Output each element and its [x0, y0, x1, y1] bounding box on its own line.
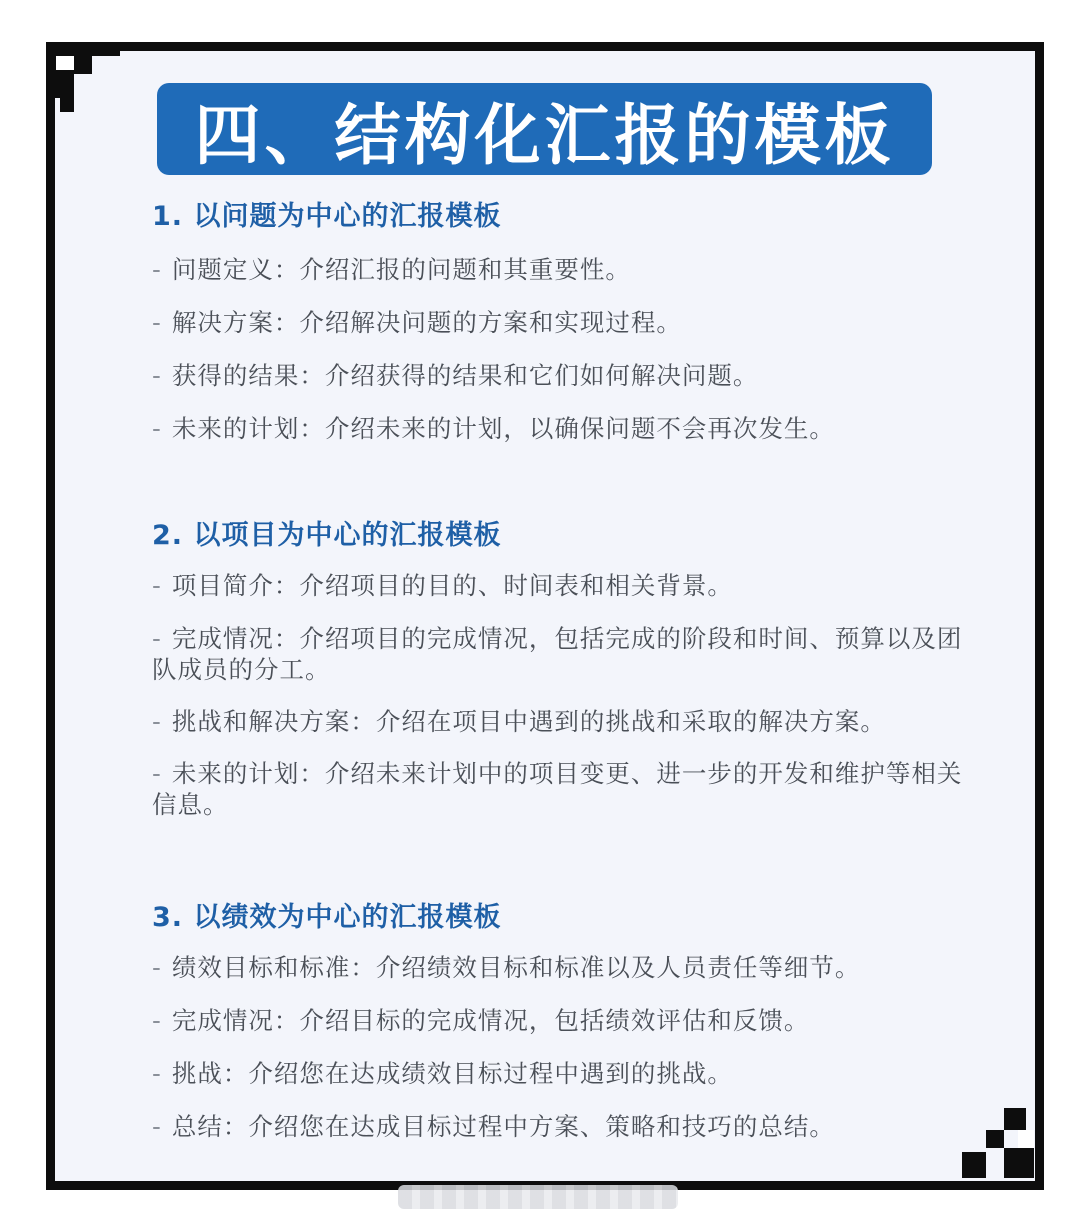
list-item-text: 解决方案：介绍解决问题的方案和实现过程。 [171, 308, 682, 337]
bullet-marker: - [152, 707, 162, 736]
bullet-marker: - [152, 361, 162, 390]
list-item [152, 413, 972, 444]
list-item-text: 绩效目标和标准：介绍绩效目标和标准以及人员责任等细节。 [171, 953, 861, 982]
watermark-blur [398, 1185, 678, 1209]
list-item-text: 总结：介绍您在达成目标过程中方案、策略和技巧的总结。 [171, 1112, 835, 1141]
list-item-text: 挑战：介绍您在达成绩效目标过程中遇到的挑战。 [171, 1059, 733, 1088]
bullet-marker: - [152, 953, 162, 982]
list-item [152, 1058, 972, 1089]
bullet-marker: - [152, 759, 162, 788]
list-item [152, 570, 972, 601]
pixel-decoration [1004, 1148, 1034, 1178]
list-item [152, 307, 972, 338]
bullet-marker: - [152, 1059, 162, 1088]
list-item [152, 1111, 972, 1142]
list-item [152, 360, 972, 391]
list-item [152, 952, 972, 983]
bullet-marker: - [152, 255, 162, 284]
list-item-text: 未来的计划：介绍未来的计划，以确保问题不会再次发生。 [171, 414, 835, 443]
pixel-decoration [46, 70, 74, 98]
section-heading: 1. 以问题为中心的汇报模板 [152, 201, 502, 232]
list-item-text: 项目简介：介绍项目的目的、时间表和相关背景。 [171, 571, 733, 600]
pixel-decoration [1018, 1130, 1034, 1148]
section-project [152, 513, 972, 820]
section-problem [152, 194, 972, 444]
pixel-decoration [962, 1152, 986, 1178]
list-item-text: 未来的计划：介绍未来计划中的项目变更、进一步的开发和维护等相关信息。 [152, 759, 963, 819]
list-item [152, 706, 972, 737]
list-item [152, 254, 972, 285]
section-heading: 3. 以绩效为中心的汇报模板 [152, 902, 502, 933]
pixel-decoration [74, 56, 92, 74]
section-heading: 2. 以项目为中心的汇报模板 [152, 520, 502, 551]
list-item [152, 1005, 972, 1036]
bullet-marker: - [152, 571, 162, 600]
list-item-text: 完成情况：介绍项目的完成情况，包括完成的阶段和时间、预算以及团队成员的分工。 [152, 624, 963, 684]
list-item-text: 完成情况：介绍目标的完成情况，包括绩效评估和反馈。 [171, 1006, 810, 1035]
list-item-text: 获得的结果：介绍获得的结果和它们如何解决问题。 [171, 361, 759, 390]
list-item-text: 问题定义：介绍汇报的问题和其重要性。 [171, 255, 631, 284]
pixel-decoration [986, 1130, 1004, 1148]
bullet-marker: - [152, 1112, 162, 1141]
list-item-text: 挑战和解决方案：介绍在项目中遇到的挑战和采取的解决方案。 [171, 707, 886, 736]
bullet-marker: - [152, 624, 162, 653]
title-banner [157, 83, 932, 175]
list-item [152, 758, 972, 820]
pixel-decoration [1004, 1108, 1026, 1130]
content-body [152, 190, 972, 1142]
pixel-decoration [74, 42, 120, 56]
page-title: 四、结构化汇报的模板 [194, 96, 895, 174]
pixel-decoration [56, 56, 74, 70]
list-item [152, 623, 972, 685]
bullet-marker: - [152, 1006, 162, 1035]
pixel-decoration [60, 98, 74, 112]
section-performance [152, 895, 972, 1142]
bullet-marker: - [152, 308, 162, 337]
bullet-marker: - [152, 414, 162, 443]
